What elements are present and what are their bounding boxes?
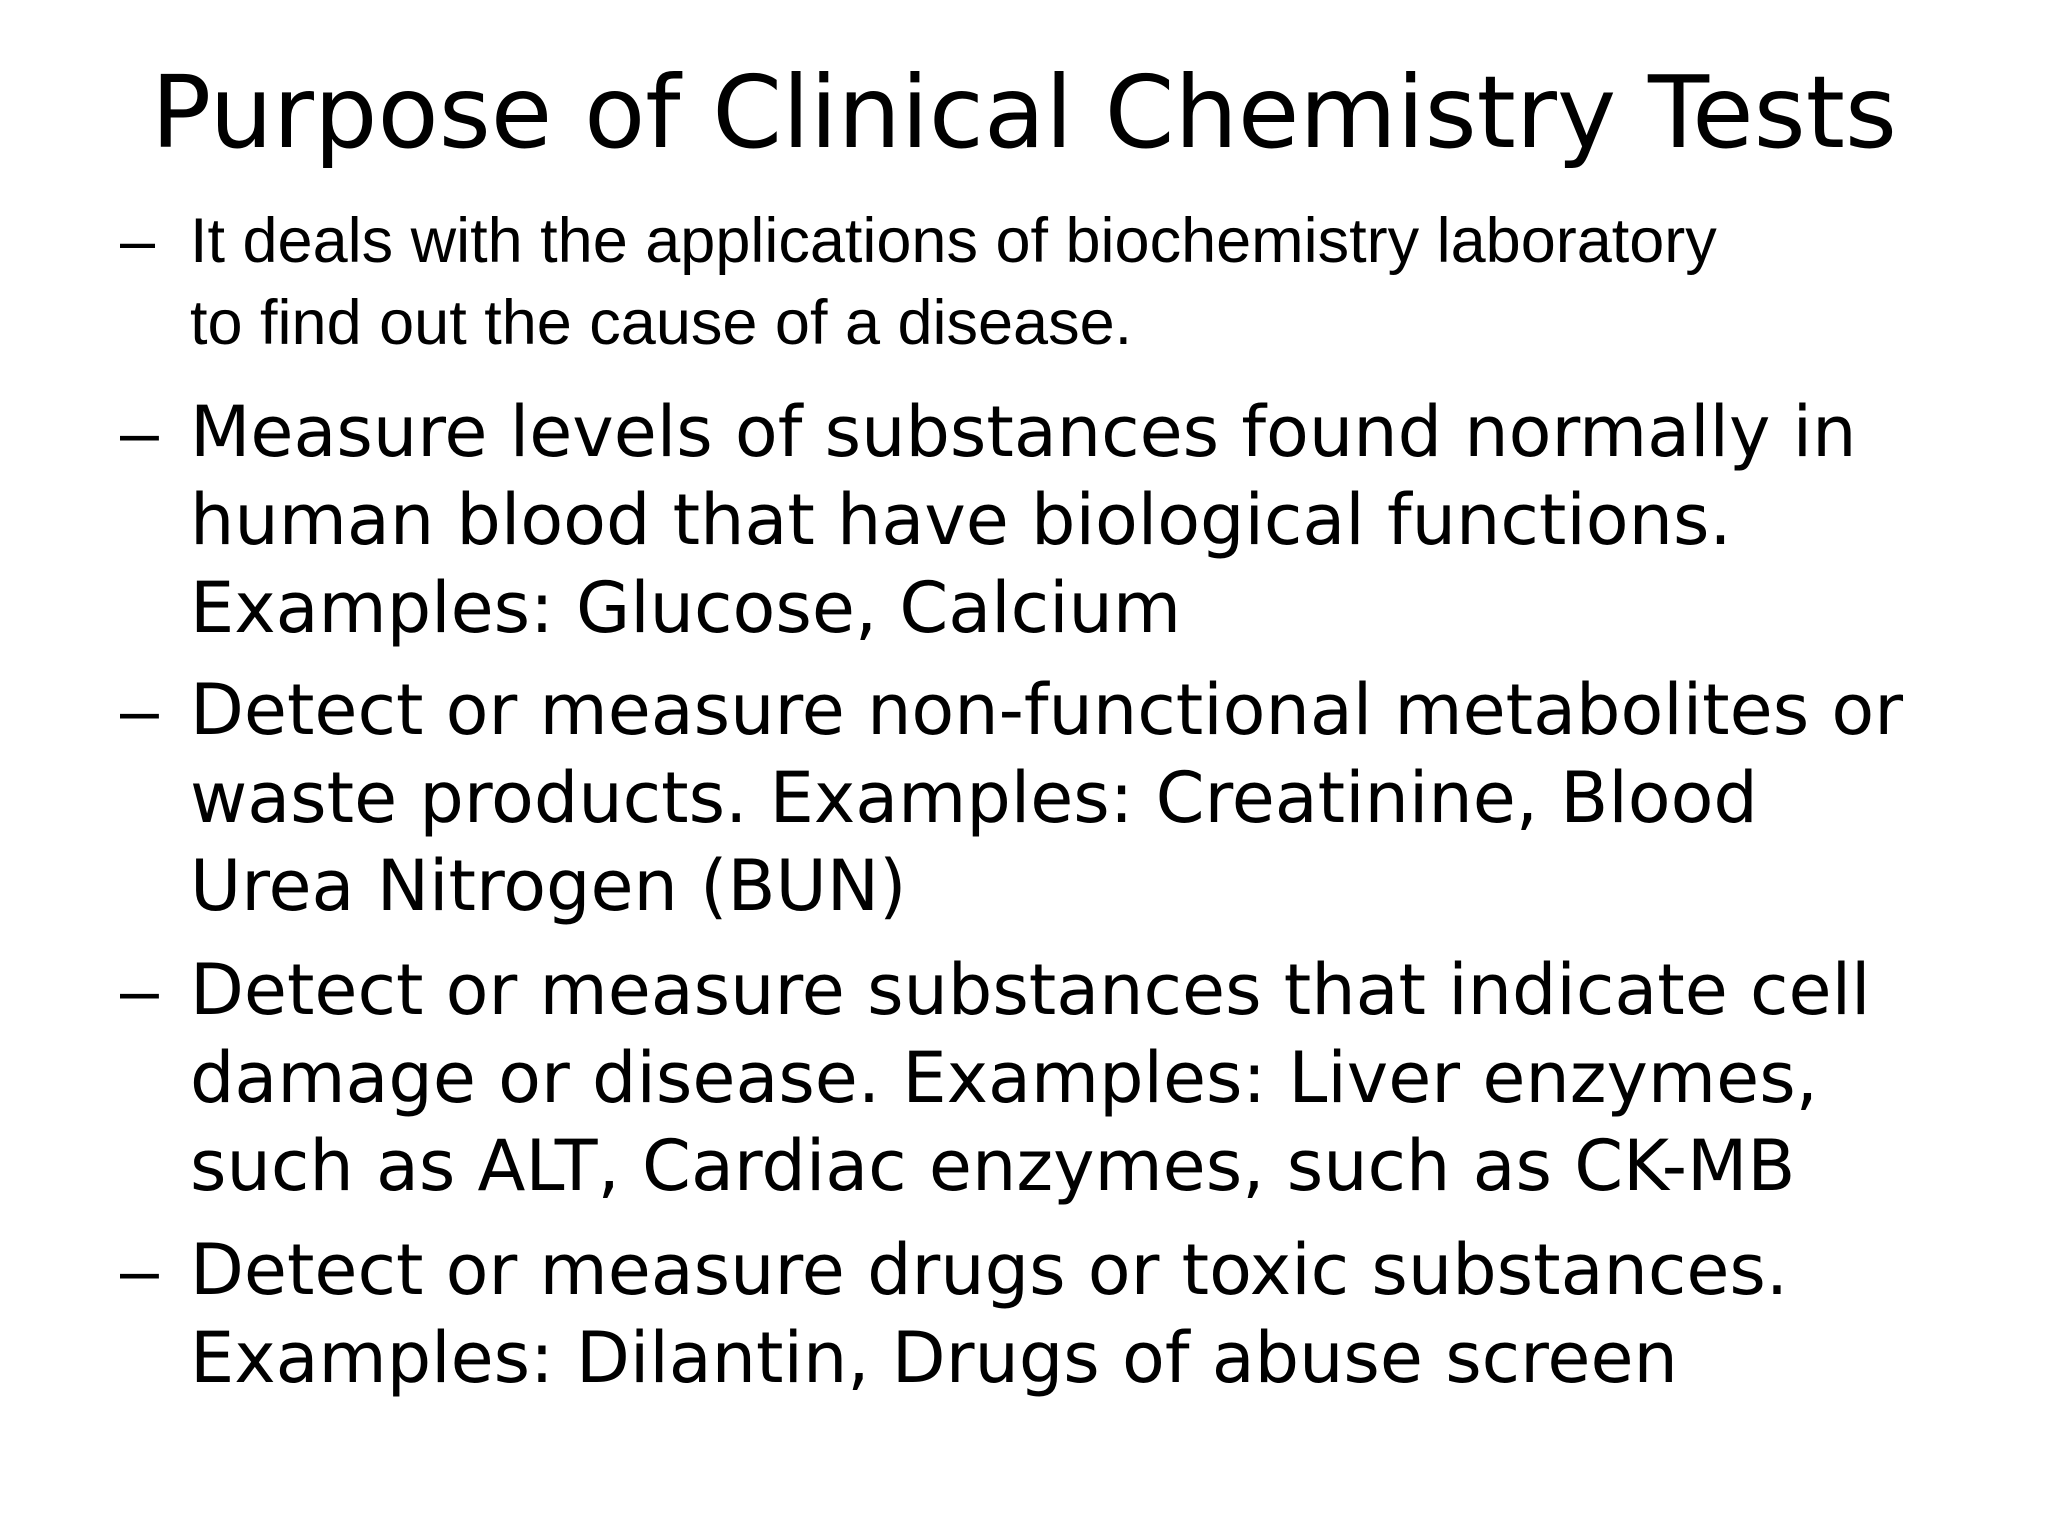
slide-title: Purpose of Clinical Chemistry Tests <box>151 54 1897 171</box>
bullet-text: Detect or measure substances that indicate cell damage or disease. Examples: Liver enzymes, such as ALT, Cardiac enzymes, such as CK-MB <box>190 949 1871 1207</box>
bullet-dash: – <box>120 393 159 471</box>
bullet-dash: – <box>120 671 159 749</box>
bullet-text: Detect or measure non-functional metabolites or waste products. Examples: Creatinine, Blood Urea Nitrogen (BUN) <box>190 669 1904 927</box>
bullet-dash: – <box>120 951 159 1029</box>
bullet-dash: – <box>120 206 156 276</box>
bullet-dash: – <box>120 1231 159 1309</box>
bullet-text: Measure levels of substances found normally in human blood that have biological functions. Examples: Glucose, Calcium <box>190 391 1857 649</box>
bullet-text: Detect or measure drugs or toxic substances. Examples: Dilantin, Drugs of abuse screen <box>190 1229 1789 1399</box>
bullet-text: It deals with the applications of biochemistry laboratory to find out the cause of a disease. <box>190 206 1717 358</box>
